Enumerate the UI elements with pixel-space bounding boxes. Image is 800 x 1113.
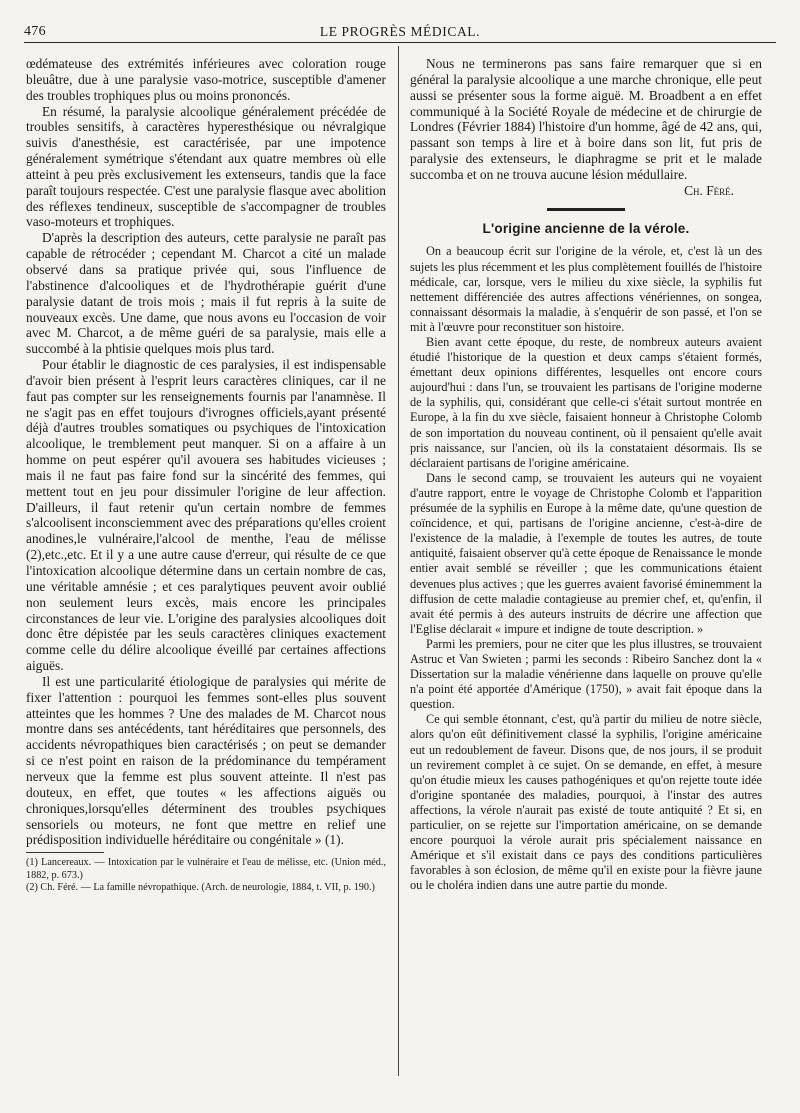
paragraph: En résumé, la paralysie alcoolique généralement précédée de troubles sensitifs, à caractères hyperesthésique ou névralgique suivis d'anesthésie, est caractérisée, par une impotence généralement symétrique s'étendant aux quatre membres où elle atteint à peu près exclusivement les extenseurs, tandis que la face paraît toujours respectée. C'est une paralysie flasque avec abolition des réflexes tendineux, susceptible de s'accompagner de troubles vaso-moteurs et trophiques. <box>26 103 386 230</box>
paragraph: Pour établir le diagnostic de ces paralysies, il est indispensable d'avoir bien présent à l'esprit leurs caractères cliniques, car il ne faut pas compter sur les renseignements fournis par l'anamnèse. Il ne s'agit pas en effet toujours d'ivrognes officiels,ayant présenté déjà d'autres troubles somatiques ou psychiques de l'intoxication alcoolique, le tremblement peut manquer. Si on a affaire à un homme on peut espérer qu'il avouera ses habitudes vicieuses ; mais il ne faut pas faire fond sur la sincérité des femmes, qui mettent tout en jeu pour dissimuler l'origine de leur affection. D'ailleurs, il faut retenir qu'un certain nombre de femmes s'alcoolisent inconsciemment avec des préparations qu'elles croient anodines,le vulnéraire,l'alcool de menthe, l'eau de mélisse (2),etc.,etc. Et il y a une autre cause d'erreur, qui résulte de ce que l'intoxication alcoolique détermine dans un certain nombre de cas, une véritable amnésie ; et ces paralytiques peuvent avoir oublié non seulement leurs excès, mais encore les principales circonstances de leur vie. L'origine des paralysies alcooliques doit donc être dépistée par les seuls caractères cliniques exactement comme celle du délire alcoolique éveillé par certaines affections aiguës. <box>26 357 386 674</box>
paragraph: Nous ne terminerons pas sans faire remarquer que si en général la paralysie alcoolique a une marche chronique, elle peut aussi se présenter sous la forme aiguë. M. Broadbent a en effet communiqué à la Société Royale de médecine et de chirurgie de Londres (Février 1884) l'histoire d'un homme, âgé de 42 ans, qui, passant son temps à lire et à boire dans son lit, fut pris de paralysie des extenseurs, le diaphragme se prit et le malade succomba et on ne trouva aucune lésion médullaire. <box>410 56 762 182</box>
author-signature <box>410 183 762 199</box>
paragraph: Bien avant cette époque, du reste, de nombreux auteurs avaient étudié l'historique de la question et deux camps s'étaient formés, émettant deux opinions différentes, lesquelles ont encore cours aujourd'hui : dans l'un, se trouvaient les partisans de l'origine moderne de la syphilis, qui, considérant que celle-ci s'était surtout montrée en Europe, à la fin du xve siècle, faisaient honneur à Christophe Colomb de son importation du nouveau continent, où il pensaient qu'elle avait pris naissance, sur l'ancien, où ils la constataient désormais. Ils se déclaraient partisans de l'origine américaine. <box>410 335 762 470</box>
paragraph: œdémateuse des extrémités inférieures avec coloration rouge bleuâtre, due à une paralysie vaso-motrice, susceptible d'amener des troubles trophiques plus ou moins prononcés. <box>26 56 386 103</box>
page-number: 476 <box>24 24 46 39</box>
paragraph: On a beaucoup écrit sur l'origine de la vérole, et, c'est là un des sujets les plus récemment et les plus complètement fouillés de l'histoire médicale, car, lorsque, vers le milieu du xixe siècle, la syphilis fut nettement différenciée des autres affections vénériennes, on songea, connaissant désormais la maladie, à s'enquérir de son passé, et l'on se mit à l'œuvre pour reconstituer son histoire. <box>410 244 762 334</box>
paragraph: Il est une particularité étiologique de paralysies qui mérite de fixer l'attention : pourquoi les femmes sont-elles plus souvent atteintes que les hommes ? Une des malades de M. Charcot nous montre dans ses antécédents, tant héréditaires que personnels, des accidents névropathiques bien caractérisés ; on peut se demander si ce n'est point en raison de la prédominance du tempérament nerveux que la femme est plus souvent atteinte. Il n'est pas douteux, en effet, que toutes « les affections aiguës ou chroniques,lorsqu'elles déterminent des troubles psychiques sensoriels ou moteurs, ne font que mettre en relief une prédisposition individuelle héréditaire ou congénitale » (1). <box>26 673 386 848</box>
footnote-separator <box>26 852 104 853</box>
footnote: (2) Ch. Féré. — La famille névropathique. (Arch. de neurologie, 1884, t. VII, p. 190.) <box>26 882 375 893</box>
page-header <box>24 22 776 43</box>
signature-text: Ch. Féré. <box>684 182 734 198</box>
journal-title: LE PROGRÈS MÉDICAL. <box>319 24 481 39</box>
column-divider <box>398 46 399 1076</box>
section-separator <box>547 208 625 211</box>
paragraph: Ce qui semble étonnant, c'est, qu'à partir du milieu de notre siècle, alors qu'on eût définitivement classé la syphilis, l'origine américaine eut un redoublement de faveur. Disons que, de nos jours, il se produit un revirement complet à ce sujet. On se demande, en effet, à mesure qu'on étudie mieux les causes pathogéniques et qu'on rejette toute idée d'origine spontanée des maladies, pourquoi, à l'instar des autres affections, la vérole n'aurait pas existé de toute antiquité ? Et si, en particulier, on se rejette sur l'importation américaine, on se demande encore pourquoi la vérole aurait pris spécialement naissance en Amérique et s'il existait dans ce pays des conditions particulières favorables à son éclosion, de même qu'il en existe pour la fièvre jaune ou le choléra indien dans une autre partie du monde. <box>410 712 762 893</box>
article-body <box>410 244 762 893</box>
section-title: L'origine ancienne de la vérole. <box>482 220 690 236</box>
footnote: (1) Lancereaux. — Intoxication par le vulnéraire et l'eau de mélisse, etc. (Union méd., 1882, p. 673.) <box>26 857 386 881</box>
paragraph: D'après la description des auteurs, cette paralysie ne paraît pas capable de rétrocéder ; cependant M. Charcot a cité un malade observé dans sa pratique privée qui, sous l'influence de l'abstinence d'alcooliques et de l'hydrothérapie guérit d'une paralysie datant de trois mois ; mais il fut repris à la suite de nouveaux excès. Une dame, que nous avons eu l'occasion de voir avec M. Charcot, a de même guéri de sa paralysie, mais elle a succombé à la phtisie quelques mois plus tard. <box>26 230 386 357</box>
right-column <box>410 56 762 893</box>
paragraph: Dans le second camp, se trouvaient les auteurs qui ne voyaient d'autre rapport, entre le voyage de Christophe Colomb et l'apparition présumée de la syphilis en Europe à la même date, qu'une question de coïncidence, et qui, partisans de l'origine ancienne, c'est-à-dire de l'existence de la maladie, à l'exemple de toutes les autres, de toute antiquité, faisaient observer qu'à cette époque de Renaissance le monde entier avait semblé se réveiller ; que les communications étaient devenues plus actives ; que les guerres avaient favorisé éminemment la diffusion de cette maladie contagieuse au premier chef, et, qu'enfin, il avait été permis à des auteurs instruits de décrire une affection que l'Eglise déclarait « impure et indigne de toute description. » <box>410 470 762 636</box>
paragraph: Parmi les premiers, pour ne citer que les plus illustres, se trouvaient Astruc et Van Swieten ; parmi les seconds : Ribeiro Sanchez dont la « Dissertation sur la maladie vénérienne dans laquelle on prouve qu'elle n'a point été apportée d'Amérique (1750), » avait fait époque dans la question. <box>410 636 762 712</box>
left-column <box>26 56 386 894</box>
